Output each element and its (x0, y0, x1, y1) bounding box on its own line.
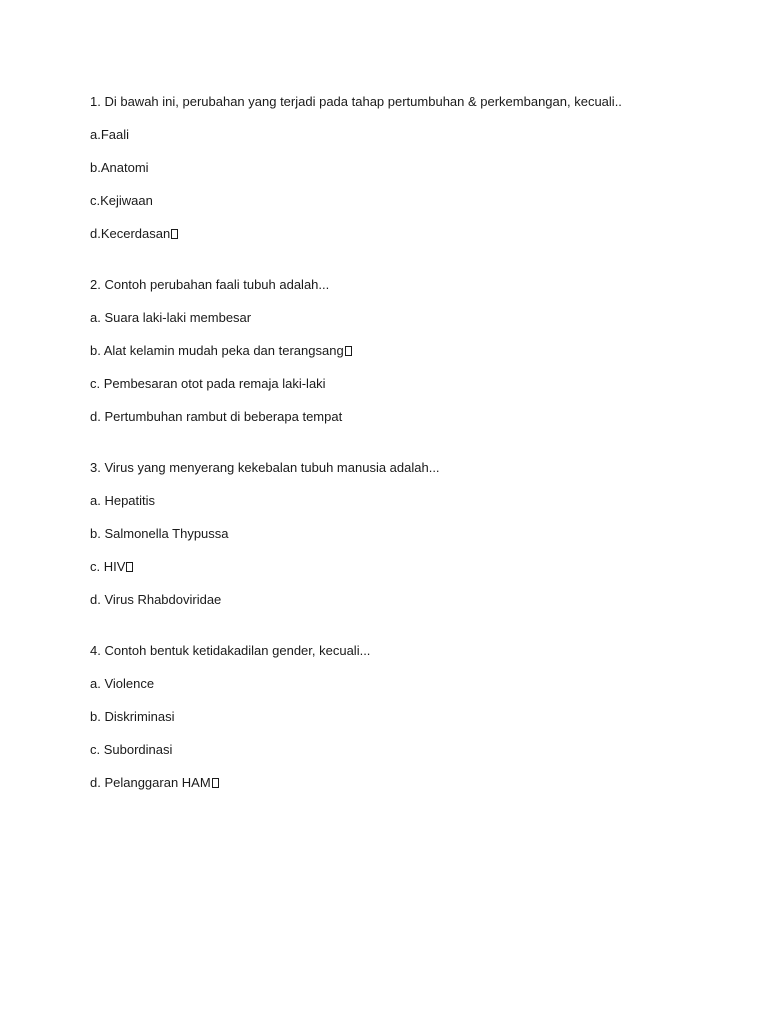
question-prompt: 1. Di bawah ini, perubahan yang terjadi pada tahap pertumbuhan & perkembangan, kecuali.. (90, 94, 622, 109)
option-text: b.Anatomi (90, 160, 149, 175)
question-3 (90, 458, 730, 610)
answer-option-c (90, 374, 730, 394)
answer-mark-icon (171, 229, 178, 239)
answer-option-b (90, 524, 730, 544)
question-prompt: 4. Contoh bentuk ketidakadilan gender, kecuali... (90, 643, 371, 658)
question-2 (90, 275, 730, 427)
answer-mark-icon (126, 562, 133, 572)
answer-option-b (90, 341, 730, 361)
option-text: c. Pembesaran otot pada remaja laki-laki (90, 376, 326, 391)
answer-option-d (90, 407, 730, 427)
answer-option-d (90, 224, 730, 244)
answer-mark-icon (345, 346, 352, 356)
option-text: b. Salmonella Thypussa (90, 526, 229, 541)
option-text: d. Virus Rhabdoviridae (90, 592, 222, 607)
option-text: d. Pertumbuhan rambut di beberapa tempat (90, 409, 343, 424)
option-text: a. Violence (90, 676, 155, 691)
answer-option-a (90, 674, 730, 694)
option-text: b. Alat kelamin mudah peka dan terangsang (90, 343, 344, 358)
answer-option-a (90, 308, 730, 328)
option-text: c. Subordinasi (90, 742, 173, 757)
option-text: d.Kecerdasan (90, 226, 171, 241)
answer-option-b (90, 158, 730, 178)
question-1 (90, 92, 730, 244)
answer-option-c (90, 557, 730, 577)
answer-option-a (90, 125, 730, 145)
option-text: c. HIV (90, 559, 126, 574)
option-text: c.Kejiwaan (90, 193, 153, 208)
option-text: d. Pelanggaran HAM (90, 775, 211, 790)
question-prompt: 3. Virus yang menyerang kekebalan tubuh manusia adalah... (90, 460, 440, 475)
answer-option-c (90, 740, 730, 760)
option-text: a.Faali (90, 127, 130, 142)
quiz-content (90, 92, 730, 824)
answer-option-a (90, 491, 730, 511)
answer-option-d (90, 590, 730, 610)
answer-option-c (90, 191, 730, 211)
answer-mark-icon (212, 778, 219, 788)
option-text: a. Hepatitis (90, 493, 156, 508)
question-4 (90, 641, 730, 793)
answer-option-d (90, 773, 730, 793)
answer-option-b (90, 707, 730, 727)
option-text: b. Diskriminasi (90, 709, 175, 724)
option-text: a. Suara laki-laki membesar (90, 310, 252, 325)
question-prompt: 2. Contoh perubahan faali tubuh adalah... (90, 277, 330, 292)
